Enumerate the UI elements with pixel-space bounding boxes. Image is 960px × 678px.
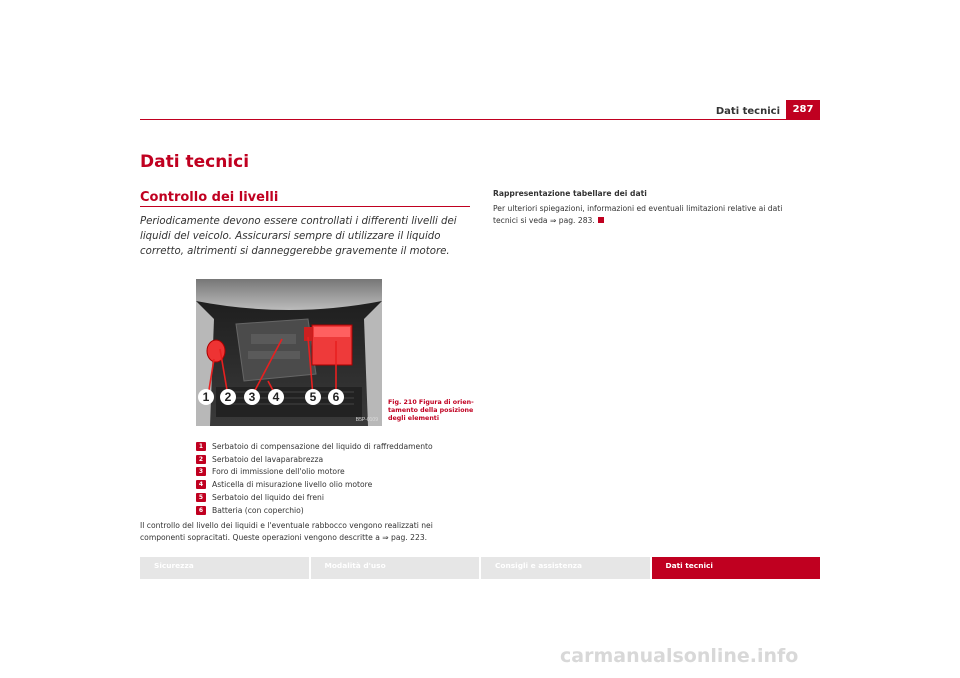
- subsection-divider: [140, 206, 470, 207]
- callout-label-3: 3: [248, 390, 256, 404]
- nav-tab-dati-tecnici[interactable]: Dati tecnici: [652, 557, 821, 579]
- section-title: Dati tecnici: [140, 152, 250, 172]
- legend-number-badge: 2: [196, 455, 206, 464]
- callout-label-1: 1: [202, 390, 210, 404]
- footer-navigation: [140, 557, 820, 579]
- watermark: carmanualsonline.info: [560, 645, 799, 667]
- end-of-section-icon: [598, 217, 604, 223]
- legend-number-badge: 6: [196, 506, 206, 515]
- callout-label-5: 5: [309, 390, 317, 404]
- legend-number-badge: 1: [196, 442, 206, 451]
- engine-bay-illustration: [196, 279, 382, 426]
- legend-text: Foro di immissione dell'olio motore: [212, 467, 345, 477]
- callout-label-2: 2: [224, 390, 232, 404]
- running-header-title: Dati tecnici: [715, 106, 780, 117]
- nav-tab-consigli-assistenza[interactable]: Consigli e assistenza: [481, 557, 650, 579]
- control-paragraph: Il controllo del livello dei liquidi e l'eventuale rabbocco vengono realizzati nei componenti sopracitati. Queste operazioni vengono descritte a ⇒ pag. 223.: [140, 521, 433, 542]
- figure-caption-line: degli elementi: [388, 415, 439, 422]
- figure-caption-line: tamento della posizione: [388, 407, 474, 414]
- legend-number-badge: 5: [196, 493, 206, 502]
- header-divider: [140, 119, 820, 120]
- legend-text: Serbatoio del liquido dei freni: [212, 493, 324, 503]
- legend-text: Batteria (con coperchio): [212, 505, 304, 515]
- nav-tab-modalita-uso[interactable]: Modalità d'uso: [311, 557, 480, 579]
- legend-item: [196, 478, 476, 491]
- legend-item: [196, 466, 476, 479]
- figure-legend: [196, 440, 476, 517]
- legend-text: Serbatoio del lavaparabrezza: [212, 454, 324, 464]
- intro-paragraph: Periodicamente devono essere controllati i differenti livelli dei liquidi del veicolo. Assicurarsi sempre di utilizzare il liquido corretto, altrimenti si danneggerebbe gravemente il motore.: [140, 216, 457, 257]
- legend-item: [196, 504, 476, 517]
- callout-label-4: 4: [272, 390, 280, 404]
- legend-item: [196, 453, 476, 466]
- legend-number-badge: 4: [196, 480, 206, 489]
- table-data-text: Per ulteriori spiegazioni, informazioni ed eventuali limitazioni relative ai dati tecnici si veda ⇒ pag. 283.: [493, 204, 783, 225]
- table-data-heading: Rappresentazione tabellare dei dati: [493, 189, 647, 198]
- legend-text: Serbatoio di compensazione del liquido di raffreddamento: [212, 441, 433, 451]
- table-data-paragraph: [493, 203, 793, 227]
- engine-bay-image: [196, 279, 382, 426]
- subsection-title: Controllo dei livelli: [140, 190, 279, 205]
- page-number: 287: [786, 100, 820, 119]
- figure-code: B5P-0109: [355, 417, 378, 423]
- legend-item: [196, 440, 476, 453]
- figure-caption: [388, 399, 474, 423]
- nav-tab-sicurezza[interactable]: Sicurezza: [140, 557, 309, 579]
- legend-number-badge: 3: [196, 467, 206, 476]
- legend-item: [196, 491, 476, 504]
- legend-text: Asticella di misurazione livello olio motore: [212, 480, 373, 490]
- callout-label-6: 6: [332, 390, 340, 404]
- figure-caption-line: Fig. 210 Figura di orien-: [388, 399, 474, 406]
